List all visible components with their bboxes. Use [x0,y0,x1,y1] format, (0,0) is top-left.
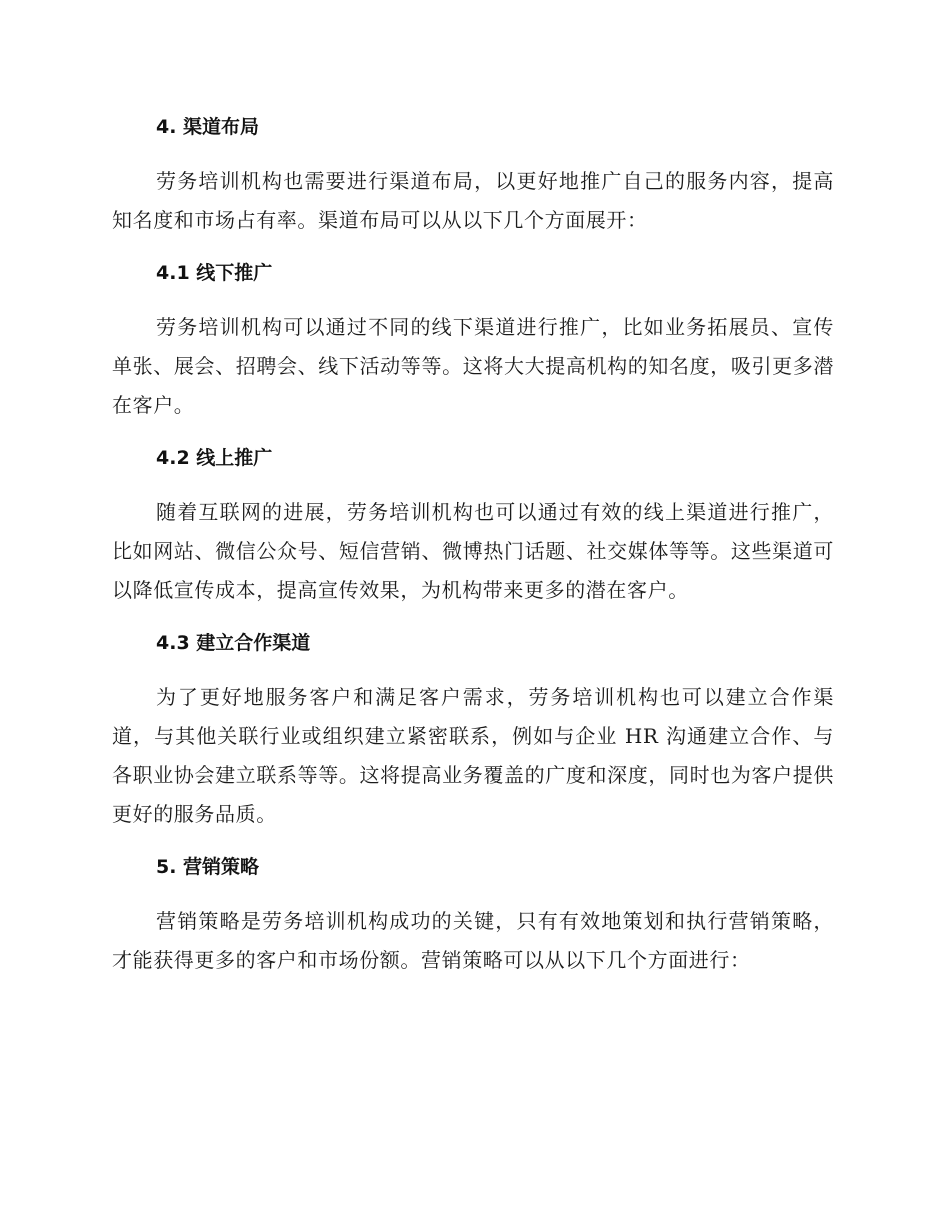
subsection-heading-cooperation-channels: 4.3 建立合作渠道 [156,632,311,654]
subsection-heading-online-promotion: 4.2 线上推广 [156,447,273,469]
subsection-heading-offline-promotion: 4.1 线下推广 [156,262,273,284]
paragraph-marketing-strategy-intro: 营销策略是劳务培训机构成功的关键，只有有效地策划和执行营销策略，才能获得更多的客户和市场份额。营销策略可以从以下几个方面进行： [112,909,834,972]
paragraph-online-promotion: 随着互联网的进展，劳务培训机构也可以通过有效的线上渠道进行推广，比如网站、微信公众号、短信营销、微博热门话题、社交媒体等等。这些渠道可以降低宣传成本，提高宣传效果，为机构带来更多的潜在客户。 [112,500,834,602]
paragraph-cooperation-channels: 为了更好地服务客户和满足客户需求，劳务培训机构也可以建立合作渠道，与其他关联行业或组织建立紧密联系，例如与企业 HR 沟通建立合作、与各职业协会建立联系等等。这将提高业务覆盖的广度和深度，同时也为客户提供更好的服务品质。 [112,685,834,826]
paragraph-channel-layout-intro: 劳务培训机构也需要进行渠道布局，以更好地推广自己的服务内容，提高知名度和市场占有率。渠道布局可以从以下几个方面展开： [112,169,834,232]
document-page [112,108,834,994]
paragraph-offline-promotion: 劳务培训机构可以通过不同的线下渠道进行推广，比如业务拓展员、宣传单张、展会、招聘会、线下活动等等。这将大大提高机构的知名度，吸引更多潜在客户。 [112,315,834,417]
section-heading-channel-layout: 4. 渠道布局 [156,116,260,138]
section-heading-marketing-strategy: 5. 营销策略 [156,856,260,878]
